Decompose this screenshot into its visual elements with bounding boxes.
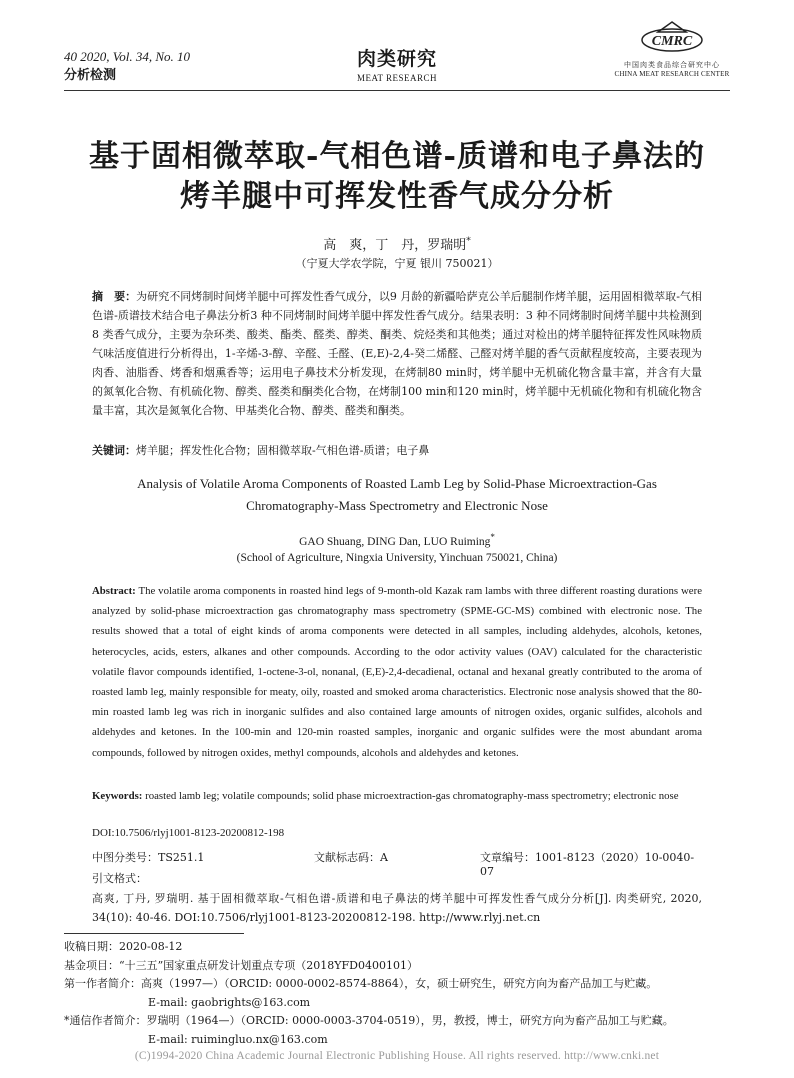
authors-cn [64, 234, 730, 253]
title-line-1: 基于固相微萃取-气相色谱-质谱和电子鼻法的 [89, 139, 705, 174]
clc-number: 中图分类号：TS251.1 [92, 851, 205, 864]
journal-name-en: MEAT RESEARCH [356, 73, 438, 83]
volume-info: 40 2020, Vol. 34, No. 10 [64, 49, 191, 64]
document-code: 文献标志码：A [314, 851, 388, 864]
title-en-line-1: Analysis of Volatile Aroma Components of Roasted Lamb Leg by Solid-Phase Microextraction-Gas [137, 476, 657, 491]
keywords-en [92, 786, 702, 806]
corresponding-mark-en: * [490, 532, 495, 542]
first-author-email: E-mail: gaobrights@163.com [148, 995, 311, 1009]
received-date: 收稿日期：2020-08-12 [64, 940, 183, 953]
authors-en-names: GAO Shuang, DING Dan, LUO Ruiming [299, 535, 491, 548]
citation-label: 引文格式： [92, 872, 147, 885]
keywords-en-text: roasted lamb leg; volatile compounds; solid phase microextraction-gas chromatography-mass spectrometry; electronic nose [145, 790, 679, 802]
abstract-en-text: The volatile aroma components in roasted hind legs of 9-month-old Kazak ram lambs with three different roasting durations were analyzed by solid-phase microextraction gas chromatography mass spectrometry (SPME-GC-MS) combined with electronic nose. The results showed that a total of eight kinds of aroma components were detected in all samples, including aldehydes, alcohols, ketones, heterocycles, acids, esters, alkanes and other compounds. According to the odor activity values (OAV) calculated for the characteristic volatile flavor compounds identified, 1-octene-3-ol, nonanal, (E,E)-2,4-decadienal, octanal and hexanal greatly contributed to the aroma of roasted lamb leg, mainly responsible for meaty, oily, roasted and smoked aroma characteristics. Electronic nose analysis showed that the 80-min roasted lamb leg was rich in inorganic sulfides and also contained large amounts of nitrogen oxides, organic sulfides, alcohols and aldehydes and ketones. In the 100-min and 120-min roasted samples, inorganic and organic sulfides were the most abundant aroma compounds, followed by nitrogen oxides, methyl compounds, alcohols and aldehydes and ketones. [92, 585, 702, 759]
first-author-info: 第一作者简介：高爽（1997—）（ORCID: 0000-0002-8574-8864），女，硕士研究生，研究方向为畜产品加工与贮藏。 [64, 977, 658, 990]
authors-cn-names: 高 爽，丁 丹，罗瑞明 [323, 238, 467, 253]
article-number: 文章编号：1001-8123（2020）10-0040-07 [480, 851, 695, 878]
title-line-2: 烤羊腿中可挥发性香气成分分析 [180, 179, 614, 214]
authors-en [64, 532, 730, 548]
cmrc-logo-icon [612, 20, 732, 54]
affiliation-en: (School of Agriculture, Ningxia University, Yinchuan 750021, China) [236, 552, 558, 564]
doi: DOI:10.7506/rlyj1001-8123-20200812-198 [92, 827, 285, 839]
fund-info: 基金项目：“十三五”国家重点研发计划重点专项（2018YFD0400101） [64, 958, 418, 972]
running-header-left [64, 48, 190, 84]
footnote-divider [64, 933, 244, 934]
abstract-cn-label: 摘 要： [92, 290, 137, 303]
center-name-cn: 中国肉类食品综合研究中心 [624, 61, 720, 69]
title-en-line-2: Chromatography-Mass Spectrometry and Electronic Nose [246, 498, 548, 513]
header-divider [64, 90, 730, 91]
cmrc-logo [612, 20, 732, 78]
center-name-en: CHINA MEAT RESEARCH CENTER [614, 70, 730, 78]
abstract-cn-text: 为研究不同烤制时间烤羊腿中可挥发性香气成分，以9 月龄的新疆哈萨克公羊后腿制作烤羊腿，运用固相微萃取-气相色谱-质谱技术结合电子鼻法分析3 种不同烤制时间烤羊腿中挥发性香气成分。结果表明：3 种不同烤制时间烤羊腿中共检测到8 类香气成分，主要为杂环类、酸类、酯类、醛类、醇类、酮类、烷烃类和其他类；通过对检出的烤羊腿特征挥发性风味物质气味活度值进行分析得出，1-辛烯-3-醇、辛醛、壬醛、(E,E)-2,4-癸二烯醛、己醛对烤羊腿的香气贡献程度较高，主要表现为肉香、油脂香、烤香和烟熏香等；运用电子鼻技术分析发现，在烤制80 min时，烤羊腿中无机硫化物含量丰富，并含有大量的氮氧化合物、有机硫化物、醇类、醛类和酮类化合物，在烤制100 min和120 min时，烤羊腿中无机硫化物和有机硫化物含量丰富，其次是氮氧化合物、甲基类化合物、醇类、醛类和酮类。 [92, 290, 703, 417]
keywords-en-label: Keywords: [92, 790, 143, 802]
keywords-cn-label: 关键词： [92, 444, 136, 457]
paper-title-cn [64, 137, 730, 217]
copyright-notice: (C)1994-2020 China Academic Journal Electronic Publishing House. All rights reserved. http://www.cnki.net [134, 1050, 660, 1062]
logo-lettering: CMRC [651, 34, 693, 49]
keywords-cn-text: 烤羊腿；挥发性化合物；固相微萃取-气相色谱-质谱；电子鼻 [136, 444, 430, 457]
footnotes [64, 938, 730, 1049]
affiliation-cn: （宁夏大学农学院，宁夏 银川 750021） [295, 257, 499, 270]
abstract-cn [92, 287, 702, 420]
abstract-en-label: Abstract: [92, 585, 136, 597]
corresponding-author-email: E-mail: ruimingluo.nx@163.com [148, 1032, 328, 1046]
keywords-cn [92, 441, 702, 460]
corresponding-author-info: *通信作者简介：罗瑞明（1964—）（ORCID: 0000-0003-3704-0519），男，教授，博士，研究方向为畜产品加工与贮藏。 [64, 1014, 674, 1027]
journal-name-cn: 肉类研究 [356, 48, 437, 70]
abstract-en [92, 581, 702, 763]
citation-text: 高爽, 丁丹, 罗瑞明. 基于固相微萃取-气相色谱-质谱和电子鼻法的烤羊腿中可挥发性香气成分分析[J]. 肉类研究, 2020, 34(10): 40-46. DOI:10.7506/rlyj1001-8123-20200812-198. http://www.rlyj.net.cn [92, 892, 702, 924]
paper-title-en [64, 473, 730, 517]
corresponding-mark-cn: * [466, 236, 471, 247]
journal-name [320, 44, 474, 83]
section-name: 分析检测 [64, 67, 117, 82]
